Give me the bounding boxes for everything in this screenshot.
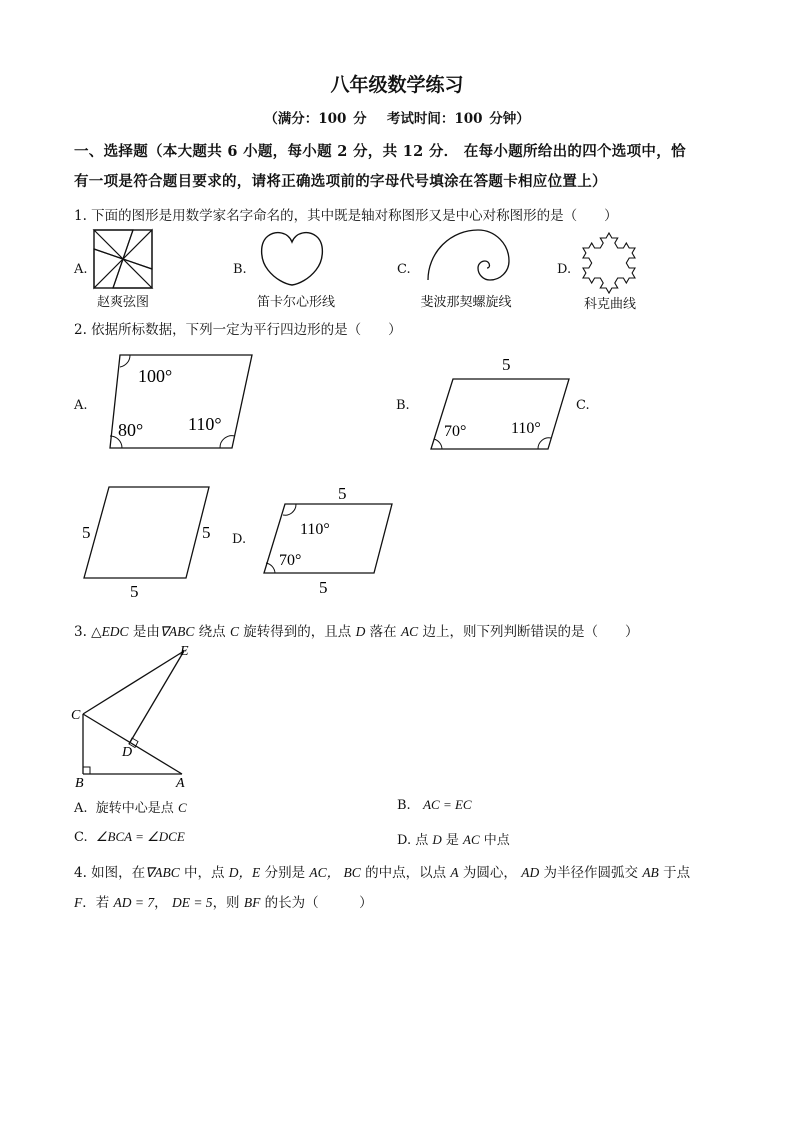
q2b-angle-bottom-left: 70°	[444, 423, 467, 440]
exam-info: （满分：100 分 考试时间：100 分钟）	[264, 111, 530, 127]
q3-option-c[interactable]: C. ∠BCA = ∠DCE	[74, 829, 185, 845]
label-a: A	[176, 776, 185, 791]
question-2-stem: 2. 依据所标数据，下列一定为平行四边形的是（ ）	[74, 322, 402, 338]
question-4-line1: 4. 如图，在∇ABC 中，点 D，E 分别是 AC， BC 的中点，以点 A 为圆心， AD 为半径作圆弧交 AB 于点	[74, 865, 691, 881]
cardioid-diagram	[258, 228, 326, 288]
q1-option-b-letter[interactable]: B.	[233, 262, 247, 277]
q1-option-b-caption: 笛卡尔心形线	[256, 295, 335, 310]
q3-option-b[interactable]: B. AC = EC	[397, 797, 472, 813]
question-3-stem: 3. △EDC 是由∇ABC 绕点 C 旋转得到的，且点 D 落在 AC 边上，则下列判断错误的是（ ）	[74, 624, 639, 640]
q2-figure-d	[258, 482, 398, 598]
label-c: C	[71, 708, 81, 723]
q2d-angle-top-left: 110°	[300, 521, 330, 538]
q2c-side-right: 5	[202, 523, 211, 542]
fibonacci-spiral-diagram	[422, 228, 512, 284]
q1-option-a-caption: 赵爽弦图	[96, 295, 149, 310]
q3-rotation-figure	[70, 642, 200, 792]
label-b: B	[75, 776, 84, 791]
q1-option-d-letter[interactable]: D.	[557, 262, 572, 277]
section-heading-line1: 一、选择题（本大题共 6 小题，每小题 2 分，共 12 分． 在每小题所给出的四个选项中，恰	[74, 143, 686, 160]
q1-option-a-letter[interactable]: A.	[74, 262, 88, 277]
q2-figure-b	[426, 352, 576, 452]
q2b-side-top: 5	[502, 355, 511, 374]
q2c-side-bottom: 5	[130, 582, 139, 601]
question-1-stem: 1. 下面的图形是用数学家名字命名的，其中既是轴对称图形又是中心对称图形的是（ ）	[74, 208, 618, 224]
q3-option-a[interactable]: A. 旋转中心是点 C	[74, 800, 187, 816]
section-heading-line2: 有一项是符合题目要求的，请将正确选项前的字母代号填涂在答题卡相应位置上）	[74, 173, 607, 190]
koch-curve-diagram	[576, 228, 642, 294]
q2d-angle-bottom-left: 70°	[279, 552, 302, 569]
q2d-side-top: 5	[338, 484, 347, 503]
q1-option-c-caption: 斐波那契螺旋线	[420, 295, 512, 310]
q2-option-b-letter[interactable]: B.	[396, 398, 410, 413]
q1-option-d-caption: 科克曲线	[583, 297, 636, 312]
q2b-angle-bottom-right: 110°	[511, 420, 541, 437]
q1-option-c-letter[interactable]: C.	[397, 262, 411, 277]
q3-option-d[interactable]: D. 点 D 是 AC 中点	[397, 832, 510, 848]
label-e: E	[180, 644, 189, 659]
q2-option-c-letter[interactable]: C.	[576, 398, 590, 413]
q2c-side-left: 5	[82, 523, 91, 542]
page-title: 八年级数学练习	[330, 74, 464, 96]
q2-option-d-letter[interactable]: D.	[232, 532, 247, 547]
q2-figure-c	[76, 482, 220, 602]
q2-figure-a	[100, 350, 260, 452]
q2a-angle-bottom-right: 110°	[188, 414, 222, 434]
label-d: D	[122, 745, 133, 760]
q2a-angle-top: 100°	[138, 366, 173, 386]
zhao-shuang-diagram	[93, 229, 153, 289]
koch-snowflake-outline	[583, 233, 635, 293]
question-4-line2: F．若 AD = 7， DE = 5，则 BF 的长为（ ）	[74, 895, 373, 911]
q2-option-a-letter[interactable]: A.	[74, 398, 88, 413]
q2a-angle-bottom-left: 80°	[118, 420, 144, 440]
q2d-side-bottom: 5	[319, 578, 328, 597]
